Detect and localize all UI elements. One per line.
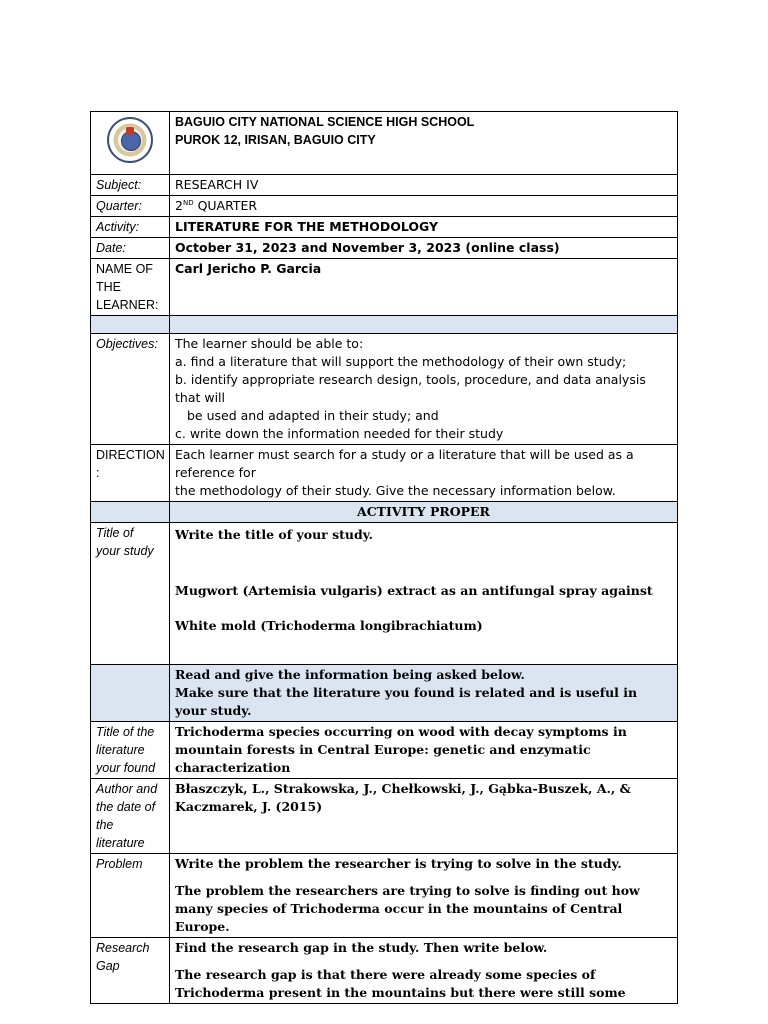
- school-address: PUROK 12, IRISAN, BAGUIO CITY: [175, 133, 376, 147]
- subject-row: [91, 175, 678, 196]
- objectives-text: The learner should be able to: a. find a literature that will support the methodology of their own study; b. identify appropriate research design, tools, procedure, and data analysis that will be used and adapted in their study; and c. write down the information needed for their study: [170, 334, 678, 445]
- author-row: [91, 779, 678, 854]
- learner-label: NAME OF THE LEARNER:: [91, 259, 170, 316]
- activity-proper-row: [91, 502, 678, 523]
- title-study-answer-2: White mold (Trichoderma longibrachiatum): [175, 618, 483, 633]
- date-label: Date:: [91, 238, 170, 259]
- subject-label: Subject:: [91, 175, 170, 196]
- seal-cell: [91, 112, 170, 175]
- school-header: [170, 112, 678, 175]
- title-study-prompt: Write the title of your study.: [175, 527, 373, 542]
- instructions-row: [91, 665, 678, 722]
- problem-row: [91, 854, 678, 938]
- title-study-row: [91, 523, 678, 665]
- problem-label: Problem: [91, 854, 170, 938]
- date-row: [91, 238, 678, 259]
- header-row: [91, 112, 678, 175]
- learner-name: Carl Jericho P. Garcia: [170, 259, 678, 316]
- activity-proper-heading: ACTIVITY PROPER: [170, 502, 678, 523]
- research-gap-label: Research Gap: [91, 938, 170, 1004]
- activity-label: Activity:: [91, 217, 170, 238]
- subject-value: RESEARCH IV: [170, 175, 678, 196]
- school-name: BAGUIO CITY NATIONAL SCIENCE HIGH SCHOOL: [175, 115, 475, 129]
- problem-prompt: Write the problem the researcher is trying to solve in the study.: [175, 856, 622, 871]
- problem-content: Write the problem the researcher is trying to solve in the study. The problem the researchers are trying to solve is finding out how many species of Trichoderma occur in the mountains of Central Europe.: [170, 854, 678, 938]
- objectives-label: Objectives:: [91, 334, 170, 445]
- author-text: Błaszczyk, L., Strakowska, J., Chełkowski, J., Gąbka-Buszek, A., & Kaczmarek, J. (2015): [170, 779, 678, 854]
- title-study-content: [170, 523, 678, 665]
- title-study-answer-1: Mugwort (Artemisia vulgaris) extract as an antifungal spray against: [175, 583, 653, 598]
- author-label: Author and the date of the literature: [91, 779, 170, 854]
- activity-row: [91, 217, 678, 238]
- activity-sheet-table: [90, 111, 678, 1004]
- deped-seal-icon: [107, 117, 153, 163]
- literature-title-label: Title of the literature your found: [91, 722, 170, 779]
- literature-title-text: Trichoderma species occurring on wood with decay symptoms in mountain forests in Central Europe: genetic and enzymatic characterization: [170, 722, 678, 779]
- quarter-row: [91, 196, 678, 217]
- quarter-label: Quarter:: [91, 196, 170, 217]
- direction-text: Each learner must search for a study or a literature that will be used as a reference for the methodology of their study. Give the necessary information below.: [170, 445, 678, 502]
- research-gap-prompt: Find the research gap in the study. Then write below.: [175, 940, 548, 955]
- title-study-label: Title of your study: [91, 523, 170, 665]
- objectives-row: [91, 334, 678, 445]
- research-gap-row: [91, 938, 678, 1004]
- direction-row: [91, 445, 678, 502]
- direction-label: DIRECTION :: [91, 445, 170, 502]
- date-value: October 31, 2023 and November 3, 2023 (online class): [170, 238, 678, 259]
- spacer-row: [91, 316, 678, 334]
- learner-row: [91, 259, 678, 316]
- literature-title-row: [91, 722, 678, 779]
- activity-value: LITERATURE FOR THE METHODOLOGY: [170, 217, 678, 238]
- instructions-text: Read and give the information being asked below. Make sure that the literature you found is related and is useful in your study.: [170, 665, 678, 722]
- quarter-value: 2ND QUARTER: [170, 196, 678, 217]
- research-gap-content: Find the research gap in the study. Then write below. The research gap is that there were already some species of Trichoderma present in the mountains but there were still some: [170, 938, 678, 1004]
